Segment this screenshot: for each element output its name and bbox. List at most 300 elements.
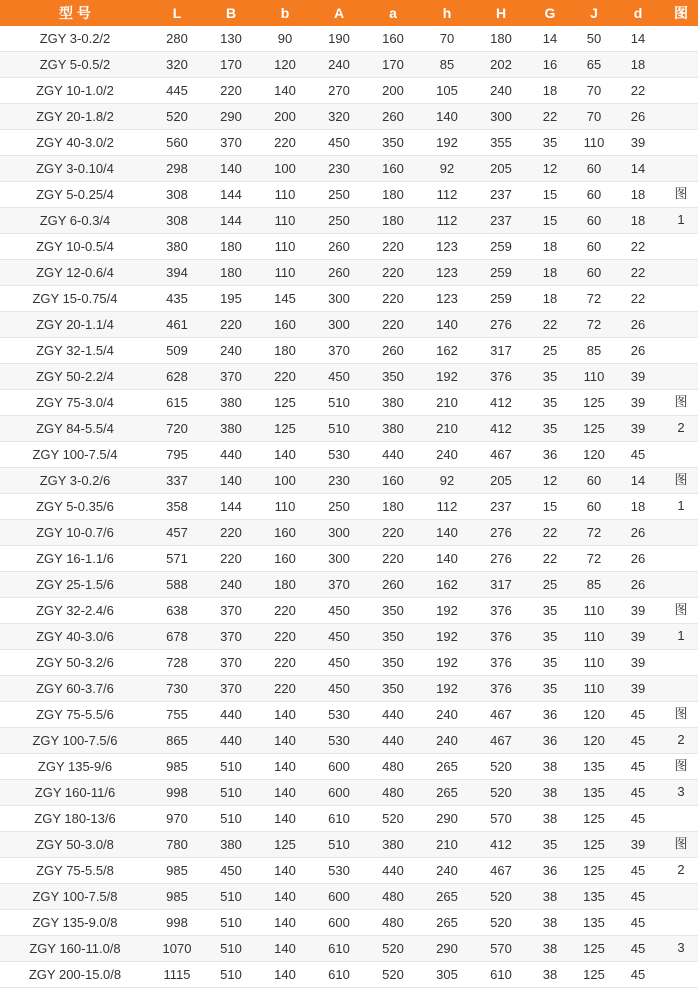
cell-figure bbox=[660, 442, 698, 468]
cell-h: 240 bbox=[420, 858, 474, 884]
cell-model: ZGY 16-1.1/6 bbox=[0, 546, 150, 572]
cell-B: 144 bbox=[204, 208, 258, 234]
cell-b: 220 bbox=[258, 364, 312, 390]
cell-h: 305 bbox=[420, 962, 474, 988]
cell-d: 26 bbox=[616, 312, 660, 338]
cell-b: 110 bbox=[258, 208, 312, 234]
cell-A: 300 bbox=[312, 286, 366, 312]
cell-J: 135 bbox=[572, 754, 616, 780]
cell-figure bbox=[660, 260, 698, 286]
cell-a: 350 bbox=[366, 598, 420, 624]
table-row bbox=[0, 650, 698, 676]
cell-B: 144 bbox=[204, 182, 258, 208]
cell-A: 530 bbox=[312, 702, 366, 728]
cell-model: ZGY 3-0.2/6 bbox=[0, 468, 150, 494]
cell-A: 300 bbox=[312, 312, 366, 338]
cell-b: 140 bbox=[258, 884, 312, 910]
table-row bbox=[0, 910, 698, 936]
cell-A: 530 bbox=[312, 858, 366, 884]
cell-a: 350 bbox=[366, 364, 420, 390]
cell-L: 998 bbox=[150, 910, 204, 936]
cell-H: 467 bbox=[474, 442, 528, 468]
cell-b: 180 bbox=[258, 572, 312, 598]
table-row bbox=[0, 364, 698, 390]
cell-b: 140 bbox=[258, 858, 312, 884]
cell-H: 376 bbox=[474, 624, 528, 650]
cell-h: 240 bbox=[420, 702, 474, 728]
cell-A: 260 bbox=[312, 234, 366, 260]
cell-H: 376 bbox=[474, 364, 528, 390]
cell-G: 22 bbox=[528, 104, 572, 130]
cell-J: 60 bbox=[572, 156, 616, 182]
table-row bbox=[0, 936, 698, 962]
cell-A: 450 bbox=[312, 598, 366, 624]
cell-model: ZGY 135-9.0/8 bbox=[0, 910, 150, 936]
cell-H: 412 bbox=[474, 832, 528, 858]
cell-B: 180 bbox=[204, 234, 258, 260]
cell-G: 22 bbox=[528, 312, 572, 338]
column-header-b: b bbox=[258, 0, 312, 26]
cell-A: 230 bbox=[312, 468, 366, 494]
cell-figure bbox=[660, 338, 698, 364]
cell-a: 480 bbox=[366, 910, 420, 936]
cell-figure: 图 bbox=[660, 598, 698, 624]
cell-J: 72 bbox=[572, 312, 616, 338]
table-row bbox=[0, 312, 698, 338]
cell-a: 160 bbox=[366, 26, 420, 52]
cell-G: 18 bbox=[528, 286, 572, 312]
cell-G: 16 bbox=[528, 52, 572, 78]
table-row bbox=[0, 130, 698, 156]
cell-L: 678 bbox=[150, 624, 204, 650]
cell-B: 380 bbox=[204, 390, 258, 416]
cell-model: ZGY 5-0.35/6 bbox=[0, 494, 150, 520]
cell-h: 112 bbox=[420, 182, 474, 208]
cell-model: ZGY 12-0.6/4 bbox=[0, 260, 150, 286]
cell-model: ZGY 15-0.75/4 bbox=[0, 286, 150, 312]
cell-J: 85 bbox=[572, 338, 616, 364]
cell-B: 440 bbox=[204, 702, 258, 728]
table-row bbox=[0, 494, 698, 520]
cell-figure: 图 bbox=[660, 754, 698, 780]
table-row bbox=[0, 702, 698, 728]
cell-b: 100 bbox=[258, 468, 312, 494]
column-header-h: h bbox=[420, 0, 474, 26]
cell-H: 240 bbox=[474, 78, 528, 104]
cell-d: 26 bbox=[616, 104, 660, 130]
cell-model: ZGY 100-7.5/8 bbox=[0, 884, 150, 910]
cell-J: 72 bbox=[572, 520, 616, 546]
cell-d: 39 bbox=[616, 624, 660, 650]
cell-A: 600 bbox=[312, 754, 366, 780]
cell-G: 18 bbox=[528, 234, 572, 260]
cell-a: 160 bbox=[366, 468, 420, 494]
cell-b: 140 bbox=[258, 754, 312, 780]
cell-model: ZGY 40-3.0/6 bbox=[0, 624, 150, 650]
cell-J: 60 bbox=[572, 260, 616, 286]
cell-d: 39 bbox=[616, 130, 660, 156]
cell-H: 259 bbox=[474, 260, 528, 286]
cell-h: 162 bbox=[420, 572, 474, 598]
cell-L: 445 bbox=[150, 78, 204, 104]
table-row bbox=[0, 260, 698, 286]
cell-model: ZGY 75-3.0/4 bbox=[0, 390, 150, 416]
cell-b: 220 bbox=[258, 624, 312, 650]
cell-J: 60 bbox=[572, 468, 616, 494]
cell-h: 192 bbox=[420, 598, 474, 624]
cell-G: 22 bbox=[528, 520, 572, 546]
cell-J: 110 bbox=[572, 650, 616, 676]
cell-model: ZGY 40-3.0/2 bbox=[0, 130, 150, 156]
table-row bbox=[0, 728, 698, 754]
cell-L: 435 bbox=[150, 286, 204, 312]
cell-h: 85 bbox=[420, 52, 474, 78]
cell-b: 220 bbox=[258, 130, 312, 156]
cell-L: 628 bbox=[150, 364, 204, 390]
cell-d: 39 bbox=[616, 390, 660, 416]
table-row bbox=[0, 572, 698, 598]
cell-h: 105 bbox=[420, 78, 474, 104]
cell-d: 45 bbox=[616, 754, 660, 780]
cell-H: 202 bbox=[474, 52, 528, 78]
table-row bbox=[0, 832, 698, 858]
cell-J: 50 bbox=[572, 26, 616, 52]
cell-B: 220 bbox=[204, 546, 258, 572]
cell-figure: 1 bbox=[660, 624, 698, 650]
cell-d: 45 bbox=[616, 962, 660, 988]
cell-L: 280 bbox=[150, 26, 204, 52]
cell-d: 45 bbox=[616, 702, 660, 728]
cell-model: ZGY 3-0.10/4 bbox=[0, 156, 150, 182]
cell-b: 220 bbox=[258, 676, 312, 702]
cell-J: 85 bbox=[572, 572, 616, 598]
cell-G: 15 bbox=[528, 494, 572, 520]
cell-model: ZGY 75-5.5/8 bbox=[0, 858, 150, 884]
cell-A: 230 bbox=[312, 156, 366, 182]
cell-A: 610 bbox=[312, 936, 366, 962]
cell-G: 36 bbox=[528, 702, 572, 728]
cell-figure: 图 bbox=[660, 468, 698, 494]
cell-a: 220 bbox=[366, 260, 420, 286]
cell-d: 18 bbox=[616, 52, 660, 78]
cell-a: 220 bbox=[366, 286, 420, 312]
cell-figure bbox=[660, 234, 698, 260]
cell-H: 520 bbox=[474, 910, 528, 936]
cell-d: 14 bbox=[616, 26, 660, 52]
table-row bbox=[0, 858, 698, 884]
cell-figure bbox=[660, 520, 698, 546]
table-row bbox=[0, 156, 698, 182]
cell-A: 250 bbox=[312, 494, 366, 520]
table-body bbox=[0, 26, 698, 988]
cell-H: 259 bbox=[474, 286, 528, 312]
cell-h: 140 bbox=[420, 546, 474, 572]
cell-A: 450 bbox=[312, 676, 366, 702]
cell-L: 308 bbox=[150, 208, 204, 234]
cell-figure: 3 bbox=[660, 780, 698, 806]
cell-figure: 图 bbox=[660, 390, 698, 416]
column-header-a: a bbox=[366, 0, 420, 26]
cell-A: 370 bbox=[312, 338, 366, 364]
cell-a: 440 bbox=[366, 702, 420, 728]
cell-G: 18 bbox=[528, 260, 572, 286]
cell-A: 450 bbox=[312, 364, 366, 390]
cell-a: 200 bbox=[366, 78, 420, 104]
cell-L: 985 bbox=[150, 858, 204, 884]
cell-L: 730 bbox=[150, 676, 204, 702]
cell-L: 720 bbox=[150, 416, 204, 442]
column-header-J: J bbox=[572, 0, 616, 26]
cell-b: 125 bbox=[258, 832, 312, 858]
cell-b: 140 bbox=[258, 702, 312, 728]
table-row bbox=[0, 338, 698, 364]
cell-L: 865 bbox=[150, 728, 204, 754]
cell-model: ZGY 100-7.5/6 bbox=[0, 728, 150, 754]
cell-a: 220 bbox=[366, 546, 420, 572]
cell-d: 18 bbox=[616, 182, 660, 208]
table-row bbox=[0, 208, 698, 234]
cell-L: 1070 bbox=[150, 936, 204, 962]
cell-model: ZGY 6-0.3/4 bbox=[0, 208, 150, 234]
cell-a: 440 bbox=[366, 858, 420, 884]
cell-A: 260 bbox=[312, 260, 366, 286]
cell-d: 22 bbox=[616, 78, 660, 104]
cell-J: 70 bbox=[572, 78, 616, 104]
cell-B: 220 bbox=[204, 312, 258, 338]
cell-G: 25 bbox=[528, 572, 572, 598]
cell-G: 35 bbox=[528, 676, 572, 702]
cell-G: 15 bbox=[528, 182, 572, 208]
table-row bbox=[0, 624, 698, 650]
cell-A: 300 bbox=[312, 520, 366, 546]
column-header-figure: 图 bbox=[660, 0, 698, 26]
cell-H: 276 bbox=[474, 312, 528, 338]
cell-H: 570 bbox=[474, 806, 528, 832]
table-row bbox=[0, 78, 698, 104]
cell-B: 140 bbox=[204, 468, 258, 494]
cell-figure bbox=[660, 962, 698, 988]
cell-d: 22 bbox=[616, 260, 660, 286]
cell-H: 520 bbox=[474, 884, 528, 910]
cell-figure bbox=[660, 78, 698, 104]
cell-H: 376 bbox=[474, 650, 528, 676]
cell-h: 210 bbox=[420, 390, 474, 416]
cell-d: 45 bbox=[616, 936, 660, 962]
cell-a: 160 bbox=[366, 156, 420, 182]
cell-h: 192 bbox=[420, 676, 474, 702]
column-header-model: 型 号 bbox=[0, 0, 150, 26]
cell-H: 317 bbox=[474, 338, 528, 364]
cell-a: 350 bbox=[366, 624, 420, 650]
cell-figure bbox=[660, 676, 698, 702]
cell-figure bbox=[660, 52, 698, 78]
cell-L: 461 bbox=[150, 312, 204, 338]
cell-figure: 图 bbox=[660, 182, 698, 208]
cell-B: 140 bbox=[204, 156, 258, 182]
cell-L: 1115 bbox=[150, 962, 204, 988]
cell-model: ZGY 50-3.2/6 bbox=[0, 650, 150, 676]
cell-B: 370 bbox=[204, 130, 258, 156]
cell-a: 260 bbox=[366, 572, 420, 598]
cell-b: 90 bbox=[258, 26, 312, 52]
cell-h: 123 bbox=[420, 260, 474, 286]
cell-model: ZGY 50-3.0/8 bbox=[0, 832, 150, 858]
cell-a: 220 bbox=[366, 520, 420, 546]
cell-G: 38 bbox=[528, 884, 572, 910]
cell-figure bbox=[660, 104, 698, 130]
cell-L: 337 bbox=[150, 468, 204, 494]
cell-H: 520 bbox=[474, 780, 528, 806]
cell-B: 370 bbox=[204, 624, 258, 650]
cell-B: 180 bbox=[204, 260, 258, 286]
cell-d: 39 bbox=[616, 650, 660, 676]
cell-a: 480 bbox=[366, 884, 420, 910]
cell-d: 18 bbox=[616, 208, 660, 234]
cell-A: 370 bbox=[312, 572, 366, 598]
cell-d: 45 bbox=[616, 806, 660, 832]
cell-d: 45 bbox=[616, 728, 660, 754]
cell-J: 110 bbox=[572, 364, 616, 390]
cell-G: 25 bbox=[528, 338, 572, 364]
cell-a: 520 bbox=[366, 962, 420, 988]
cell-G: 35 bbox=[528, 130, 572, 156]
cell-B: 370 bbox=[204, 598, 258, 624]
cell-J: 125 bbox=[572, 858, 616, 884]
cell-h: 112 bbox=[420, 208, 474, 234]
cell-h: 123 bbox=[420, 286, 474, 312]
cell-G: 15 bbox=[528, 208, 572, 234]
cell-h: 265 bbox=[420, 780, 474, 806]
cell-A: 600 bbox=[312, 884, 366, 910]
table-row bbox=[0, 520, 698, 546]
cell-model: ZGY 160-11/6 bbox=[0, 780, 150, 806]
cell-d: 45 bbox=[616, 442, 660, 468]
cell-model: ZGY 3-0.2/2 bbox=[0, 26, 150, 52]
cell-a: 520 bbox=[366, 806, 420, 832]
cell-h: 123 bbox=[420, 234, 474, 260]
cell-H: 317 bbox=[474, 572, 528, 598]
cell-a: 440 bbox=[366, 442, 420, 468]
cell-a: 180 bbox=[366, 494, 420, 520]
cell-H: 412 bbox=[474, 390, 528, 416]
cell-H: 276 bbox=[474, 546, 528, 572]
cell-model: ZGY 200-15.0/8 bbox=[0, 962, 150, 988]
cell-L: 457 bbox=[150, 520, 204, 546]
cell-model: ZGY 10-0.5/4 bbox=[0, 234, 150, 260]
cell-G: 18 bbox=[528, 78, 572, 104]
cell-h: 92 bbox=[420, 156, 474, 182]
cell-B: 510 bbox=[204, 962, 258, 988]
cell-model: ZGY 84-5.5/4 bbox=[0, 416, 150, 442]
cell-d: 14 bbox=[616, 468, 660, 494]
cell-J: 60 bbox=[572, 234, 616, 260]
cell-b: 145 bbox=[258, 286, 312, 312]
table-row bbox=[0, 234, 698, 260]
cell-B: 510 bbox=[204, 806, 258, 832]
cell-b: 125 bbox=[258, 390, 312, 416]
cell-G: 38 bbox=[528, 910, 572, 936]
cell-a: 350 bbox=[366, 650, 420, 676]
cell-d: 26 bbox=[616, 520, 660, 546]
table-row bbox=[0, 780, 698, 806]
cell-H: 237 bbox=[474, 208, 528, 234]
cell-b: 110 bbox=[258, 182, 312, 208]
cell-a: 180 bbox=[366, 182, 420, 208]
cell-J: 120 bbox=[572, 442, 616, 468]
cell-d: 22 bbox=[616, 286, 660, 312]
cell-b: 140 bbox=[258, 806, 312, 832]
cell-B: 370 bbox=[204, 676, 258, 702]
cell-H: 467 bbox=[474, 858, 528, 884]
cell-h: 290 bbox=[420, 936, 474, 962]
cell-figure bbox=[660, 312, 698, 338]
column-header-L: L bbox=[150, 0, 204, 26]
cell-H: 610 bbox=[474, 962, 528, 988]
cell-b: 160 bbox=[258, 520, 312, 546]
cell-A: 270 bbox=[312, 78, 366, 104]
cell-L: 320 bbox=[150, 52, 204, 78]
cell-h: 192 bbox=[420, 650, 474, 676]
cell-B: 240 bbox=[204, 572, 258, 598]
table-row bbox=[0, 442, 698, 468]
cell-J: 125 bbox=[572, 936, 616, 962]
cell-L: 298 bbox=[150, 156, 204, 182]
cell-J: 135 bbox=[572, 780, 616, 806]
cell-b: 120 bbox=[258, 52, 312, 78]
cell-A: 510 bbox=[312, 416, 366, 442]
cell-d: 22 bbox=[616, 234, 660, 260]
cell-d: 45 bbox=[616, 780, 660, 806]
table-row bbox=[0, 676, 698, 702]
cell-model: ZGY 75-5.5/6 bbox=[0, 702, 150, 728]
cell-L: 615 bbox=[150, 390, 204, 416]
cell-d: 26 bbox=[616, 546, 660, 572]
cell-a: 480 bbox=[366, 780, 420, 806]
cell-b: 140 bbox=[258, 442, 312, 468]
cell-figure: 1 bbox=[660, 494, 698, 520]
cell-G: 38 bbox=[528, 780, 572, 806]
cell-h: 265 bbox=[420, 884, 474, 910]
cell-h: 192 bbox=[420, 364, 474, 390]
cell-B: 240 bbox=[204, 338, 258, 364]
cell-b: 140 bbox=[258, 780, 312, 806]
cell-B: 220 bbox=[204, 78, 258, 104]
cell-d: 18 bbox=[616, 494, 660, 520]
cell-b: 140 bbox=[258, 728, 312, 754]
cell-B: 440 bbox=[204, 442, 258, 468]
cell-L: 520 bbox=[150, 104, 204, 130]
cell-L: 588 bbox=[150, 572, 204, 598]
cell-figure bbox=[660, 910, 698, 936]
cell-B: 450 bbox=[204, 858, 258, 884]
cell-a: 260 bbox=[366, 338, 420, 364]
cell-H: 376 bbox=[474, 598, 528, 624]
cell-H: 376 bbox=[474, 676, 528, 702]
cell-G: 38 bbox=[528, 806, 572, 832]
cell-model: ZGY 50-2.2/4 bbox=[0, 364, 150, 390]
cell-L: 755 bbox=[150, 702, 204, 728]
cell-d: 26 bbox=[616, 572, 660, 598]
cell-L: 985 bbox=[150, 754, 204, 780]
cell-a: 170 bbox=[366, 52, 420, 78]
cell-L: 509 bbox=[150, 338, 204, 364]
cell-model: ZGY 160-11.0/8 bbox=[0, 936, 150, 962]
cell-model: ZGY 20-1.1/4 bbox=[0, 312, 150, 338]
cell-A: 250 bbox=[312, 182, 366, 208]
cell-h: 210 bbox=[420, 416, 474, 442]
cell-B: 370 bbox=[204, 650, 258, 676]
cell-J: 135 bbox=[572, 910, 616, 936]
